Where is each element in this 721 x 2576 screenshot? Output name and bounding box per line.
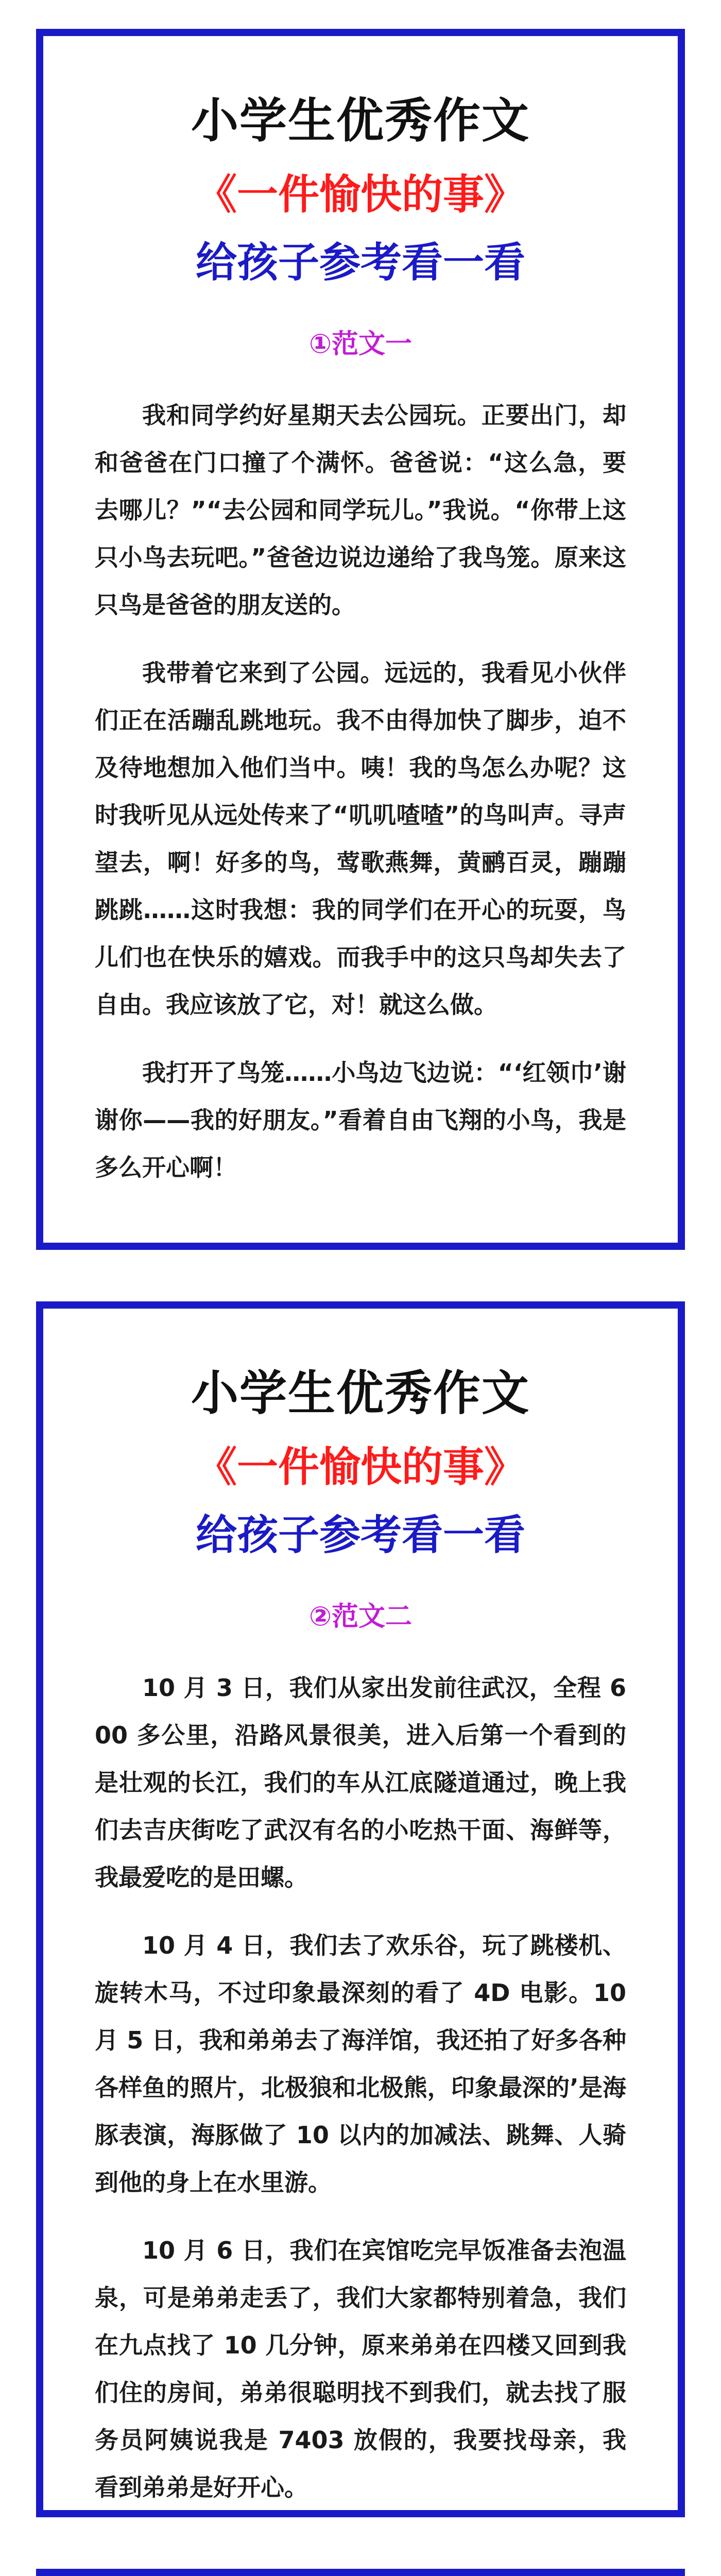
essay-card-3 [36, 2569, 685, 2576]
essay-paragraph: 我带着它来到了公园。远远的，我看见小伙伴们正在活蹦乱跳地玩。我不由得加快了脚步，迫不及待地想加入他们当中。咦！我的鸟怎么办呢？这时我听见从远处传来了“叽叽喳喳”的鸟叫声。寻声望去，啊！好多的鸟，莺歌燕舞，黄鹂百灵，蹦蹦跳跳……这时我想：我的同学们在开心的玩耍，鸟儿们也在快乐的嬉戏。而我手中的这只鸟却失去了自由。我应该放了它，对！就这么做。 [95, 659, 626, 1019]
essay-paragraph: 10 月 3 日，我们从家出发前往武汉，全程 600 多公里，沿路风景很美，进入后第一个看到的是壮观的长江，我们的车从江底隧道通过，晚上我们去吉庆街吃了武汉有名的小吃热干面、海鲜等，我最爱吃的是田螺。 [95, 1674, 626, 1891]
essay-card-content [43, 36, 678, 1191]
sample-label: ②范文二 [308, 1601, 413, 1632]
essay-card-2 [36, 1301, 685, 2517]
essay-card-1 [36, 29, 685, 1250]
essay-paragraph: 10 月 4 日，我们去了欢乐谷，玩了跳楼机、旋转木马，不过印象最深刻的看了 4D 电影。10 月 5 日，我和弟弟去了海洋馆，我还拍了好多各种各样鱼的照片，北极狼和北极熊，印象最深的’是海豚表演，海豚做了 10 以内的加减法、跳舞、人骑到他的身上在水里游。 [95, 1931, 626, 2196]
sample-label: ①范文一 [308, 329, 413, 360]
main-title: 小学生优秀作文 [191, 93, 530, 148]
essay-paragraph: 10 月 6 日，我们在宾馆吃完早饭准备去泡温泉，可是弟弟走丢了，我们大家都特别着急，我们在九点找了 10 几分钟，原来弟弟在四楼又回到我们住的房间，弟弟很聪明找不到我们，就去找了服务员阿姨说我是 7403 放假的，我要找母亲，我看到弟弟是好开心。 [95, 2236, 626, 2501]
essay-tagline: 给孩子参考看一看 [196, 1511, 525, 1559]
essay-paragraph: 我打开了鸟笼……小鸟边飞边说：“‘红领巾’谢谢你——我的好朋友。”看着自由飞翔的小鸟，我是多么开心啊！ [95, 1059, 626, 1181]
essay-paragraph: 我和同学约好星期天去公园玩。正要出门，却和爸爸在门口撞了个满怀。爸爸说：“这么急，要去哪儿？”“去公园和同学玩儿。”我说。“你带上这只小鸟去玩吧。”爸爸边说边递给了我鸟笼。原来这只鸟是爸爸的朋友送的。 [95, 401, 626, 619]
essay-title: 《一件愉快的事》 [196, 1443, 525, 1491]
essay-card-content [43, 1309, 678, 2511]
main-title: 小学生优秀作文 [191, 1366, 530, 1421]
essay-title: 《一件愉快的事》 [196, 171, 525, 218]
essay-tagline: 给孩子参考看一看 [196, 239, 525, 286]
